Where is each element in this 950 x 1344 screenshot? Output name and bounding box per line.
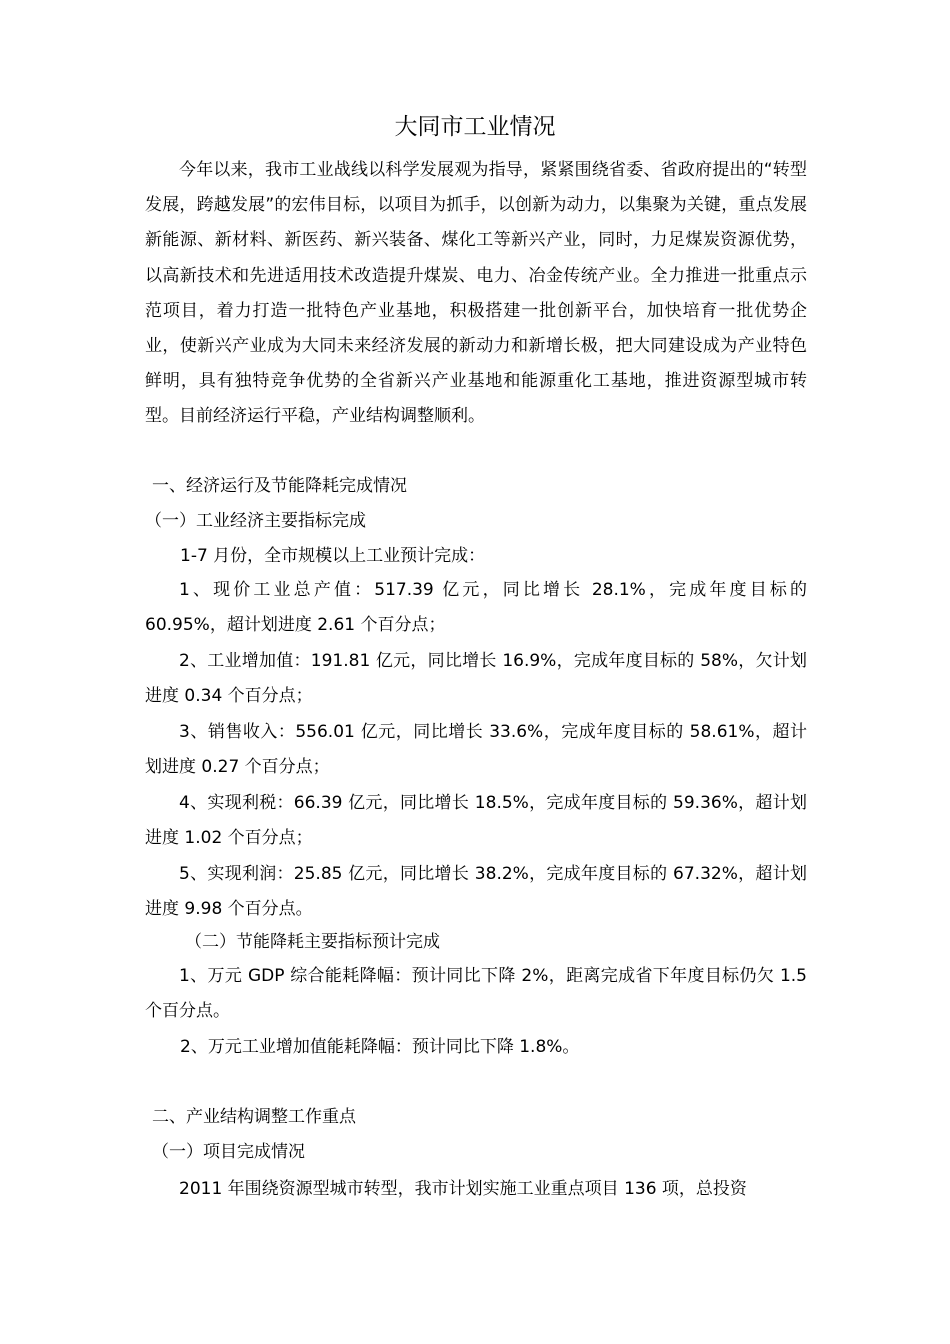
document-title: 大同市工业情况 xyxy=(394,114,556,140)
indicator-item-profit-tax: 4、实现利税：66.39 亿元，同比增长 18.5%，完成年度目标的 59.36%，超计划进度 1.02 个百分点； xyxy=(145,793,807,849)
subsection-1-2-heading: （二）节能降耗主要指标预计完成 xyxy=(185,932,440,952)
indicator-item-output-value: 1、现价工业总产值：517.39 亿元，同比增长 28.1%，完成年度目标的 60.95%，超计划进度 2.61 个百分点； xyxy=(145,580,807,636)
projects-paragraph: 2011 年围绕资源型城市转型，我市计划实施工业重点项目 136 项，总投资 xyxy=(179,1179,747,1199)
energy-item-gdp: 1、万元 GDP 综合能耗降幅：预计同比下降 2%，距离完成省下年度目标仍欠 1.5 个百分点。 xyxy=(145,966,807,1022)
indicator-item-sales-revenue: 3、销售收入：556.01 亿元，同比增长 33.6%，完成年度目标的 58.61%，超计划进度 0.27 个百分点； xyxy=(145,722,807,778)
section-2-heading: 二、产业结构调整工作重点 xyxy=(152,1107,356,1127)
indicator-item-profit: 5、实现利润：25.85 亿元，同比增长 38.2%，完成年度目标的 67.32%，超计划进度 9.98 个百分点。 xyxy=(145,864,807,920)
indicator-item-value-added: 2、工业增加值：191.81 亿元，同比增长 16.9%，完成年度目标的 58%，欠计划进度 0.34 个百分点； xyxy=(145,651,807,707)
energy-item-industrial: 2、万元工业增加值能耗降幅：预计同比下降 1.8%。 xyxy=(180,1037,580,1057)
intro-paragraph: 今年以来，我市工业战线以科学发展观为指导，紧紧围绕省委、省政府提出的“转型发展，跨越发展”的宏伟目标，以项目为抓手，以创新为动力，以集聚为关键，重点发展新能源、新材料、新医药、新兴装备、煤化工等新兴产业，同时，力足煤炭资源优势，以高新技术和先进适用技术改造提升煤炭、电力、冶金传统产业。全力推进一批重点示范项目，着力打造一批特色产业基地，积极搭建一批创新平台，加快培育一批优势企业，使新兴产业成为大同未来经济发展的新动力和新增长极，把大同建设成为产业特色鲜明，具有独特竞争优势的全省新兴产业基地和能源重化工基地，推进资源型城市转型。目前经济运行平稳，产业结构调整顺利。 xyxy=(145,160,807,427)
subsection-2-1-heading: （一）项目完成情况 xyxy=(152,1142,305,1162)
indicators-intro: 1-7 月份，全市规模以上工业预计完成： xyxy=(180,546,486,566)
section-1-heading: 一、经济运行及节能降耗完成情况 xyxy=(152,476,407,496)
subsection-1-1-heading: （一）工业经济主要指标完成 xyxy=(145,511,366,531)
